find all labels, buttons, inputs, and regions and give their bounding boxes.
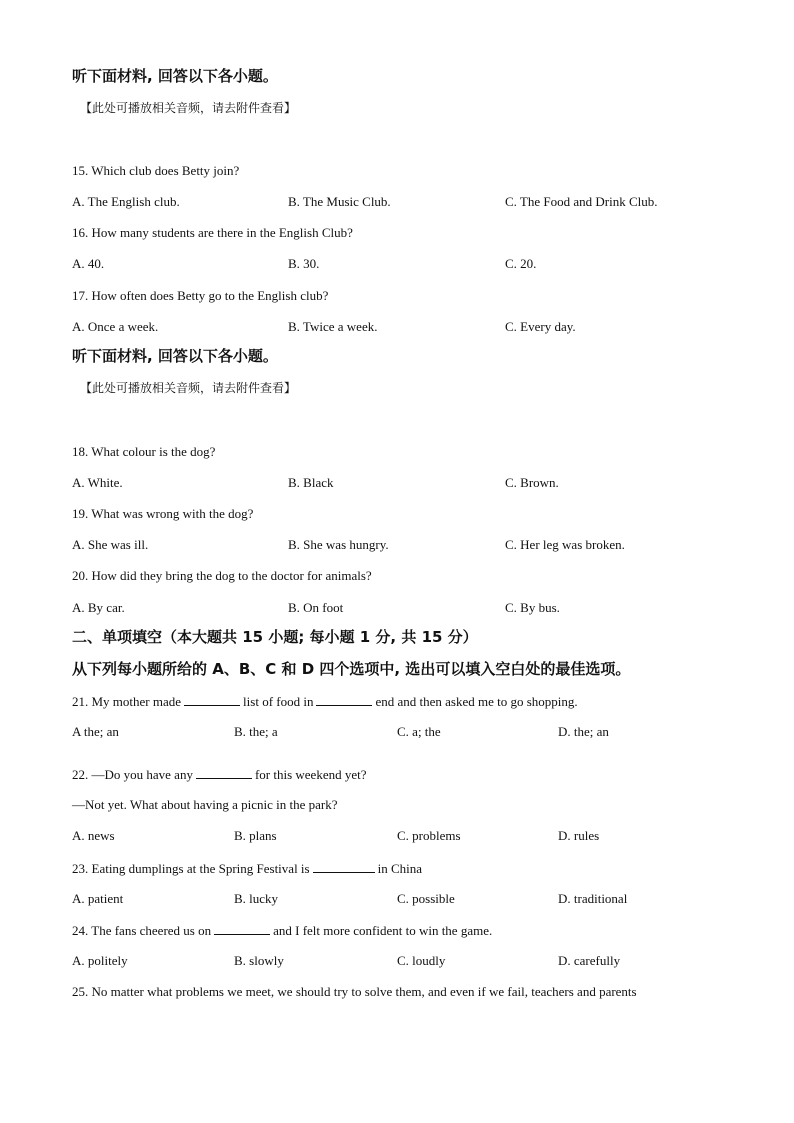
option-16b: B. 30.: [288, 256, 320, 271]
answer-blank: [214, 922, 270, 935]
question-text: for this weekend yet?: [254, 767, 367, 782]
question-23: [72, 860, 422, 877]
option-20b: B. On foot: [288, 600, 344, 615]
option-19c: C. Her leg was broken.: [505, 537, 625, 552]
question-19: 19. What was wrong with the dog?: [72, 506, 254, 521]
option-21d: D. the; an: [558, 724, 609, 739]
question-text: in China: [377, 861, 423, 876]
question-text: 22. —Do you have any: [72, 767, 193, 782]
option-22a: A. news: [72, 828, 115, 843]
option-19a: A. She was ill.: [72, 537, 149, 552]
option-21b: B. the; a: [234, 724, 278, 739]
option-15c: C. The Food and Drink Club.: [505, 194, 658, 209]
option-20c: C. By bus.: [505, 600, 560, 615]
question-25: 25. No matter what problems we meet, we should try to solve them, and even if we fail, teachers and parents: [72, 984, 637, 999]
answer-blank: [316, 693, 372, 706]
option-15a: A. The English club.: [72, 194, 180, 209]
option-22b: B. plans: [234, 828, 277, 843]
question-text: and I felt more confident to win the game.: [273, 923, 493, 938]
option-23a: A. patient: [72, 891, 124, 906]
option-18b: B. Black: [288, 475, 334, 490]
answer-blank: [313, 860, 375, 873]
part-title: 二、单项填空（本大题共 15 小题; 每小题 1 分, 共 15 分）: [72, 628, 478, 646]
question-18: 18. What colour is the dog?: [72, 444, 216, 459]
option-24c: C. loudly: [397, 953, 446, 968]
option-20a: A. By car.: [72, 600, 125, 615]
option-21c: C. a; the: [397, 724, 441, 739]
option-21a: A the; an: [72, 724, 119, 739]
question-text: 21. My mother made: [72, 694, 182, 709]
option-23b: B. lucky: [234, 891, 279, 906]
answer-blank: [184, 693, 240, 706]
option-17b: B. Twice a week.: [288, 319, 378, 334]
question-text: list of food in: [243, 694, 314, 709]
answer-blank: [196, 766, 252, 779]
option-16a: A. 40.: [72, 256, 105, 271]
question-text: end and then asked me to go shopping.: [375, 694, 578, 709]
section-heading: 听下面材料, 回答以下各小题。: [72, 67, 278, 85]
option-15b: B. The Music Club.: [288, 194, 391, 209]
part-instruction: 从下列每小题所给的 A、B、C 和 D 四个选项中, 选出可以填入空白处的最佳选项。: [72, 660, 631, 678]
section-heading: 听下面材料, 回答以下各小题。: [72, 347, 278, 365]
question-17: 17. How often does Betty go to the English club?: [72, 288, 329, 303]
option-24b: B. slowly: [234, 953, 284, 968]
question-24: [72, 922, 492, 939]
question-20: 20. How did they bring the dog to the doctor for animals?: [72, 568, 372, 583]
question-22: [72, 766, 367, 783]
question-text: 24. The fans cheered us on: [72, 923, 212, 938]
option-23d: D. traditional: [558, 891, 628, 906]
option-22c: C. problems: [397, 828, 461, 843]
option-24a: A. politely: [72, 953, 128, 968]
question-16: 16. How many students are there in the English Club?: [72, 225, 353, 240]
option-18a: A. White.: [72, 475, 123, 490]
question-15: 15. Which club does Betty join?: [72, 163, 240, 178]
option-16c: C. 20.: [505, 256, 537, 271]
option-18c: C. Brown.: [505, 475, 559, 490]
option-22d: D. rules: [558, 828, 600, 843]
option-17c: C. Every day.: [505, 319, 576, 334]
option-19b: B. She was hungry.: [288, 537, 389, 552]
question-text: 23. Eating dumplings at the Spring Festival is: [72, 861, 310, 876]
audio-note: 【此处可播放相关音频，请去附件查看】: [80, 101, 297, 115]
option-17a: A. Once a week.: [72, 319, 159, 334]
question-22-line2: —Not yet. What about having a picnic in the park?: [72, 797, 338, 812]
option-23c: C. possible: [397, 891, 455, 906]
option-24d: D. carefully: [558, 953, 621, 968]
question-21: [72, 693, 578, 710]
audio-note: 【此处可播放相关音频，请去附件查看】: [80, 381, 297, 395]
